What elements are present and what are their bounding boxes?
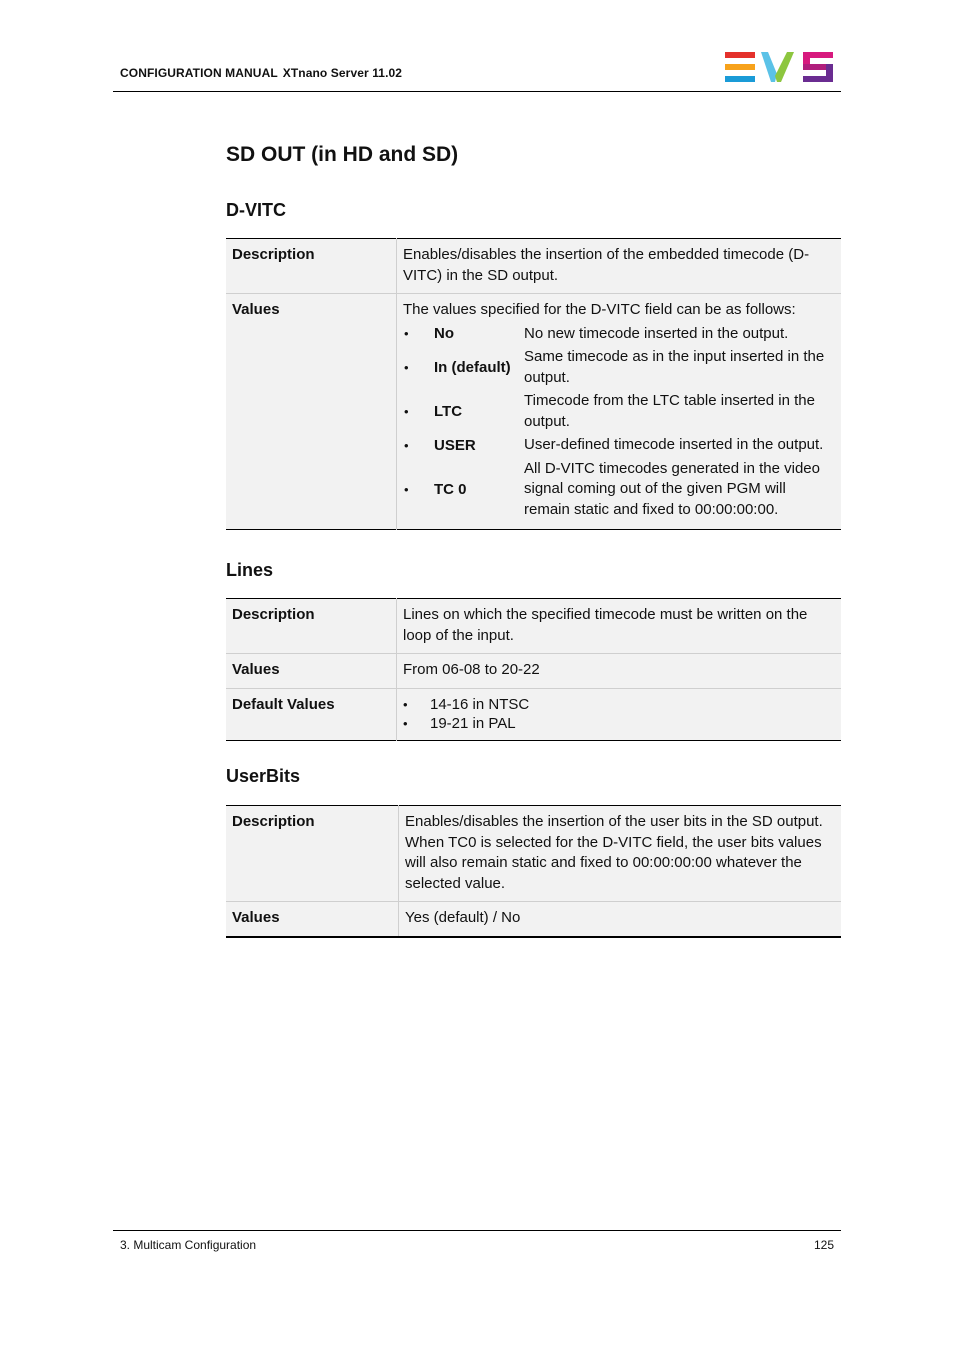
dvitc-table: [226, 238, 841, 530]
evs-logo-icon: [725, 52, 835, 82]
row-value: [399, 806, 842, 902]
bullet-icon: •: [404, 359, 409, 375]
description-text: Enables/disables the insertion of the user bits in the SD output.: [405, 813, 823, 830]
header-title: [120, 66, 402, 80]
value-desc: Timecode from the LTC table inserted in the output.: [524, 392, 815, 430]
bullet-icon: •: [404, 481, 409, 497]
row-value: [397, 294, 842, 530]
manual-label: CONFIGURATION MANUAL: [120, 66, 278, 80]
product-label: XTnano Server 11.02: [282, 66, 403, 80]
lines-table: [226, 598, 841, 741]
page-footer: [113, 1230, 841, 1252]
table-row: [226, 654, 841, 689]
section-heading-dvitc: D-VITC: [226, 200, 286, 220]
bullet-icon: •: [403, 696, 408, 712]
page-header: [113, 50, 841, 92]
bullet-icon: •: [404, 403, 409, 419]
row-label: Description: [226, 239, 397, 294]
values-intro: The values specified for the D-VITC field can be as follows:: [403, 301, 796, 318]
bullet-icon: •: [404, 437, 409, 453]
table-row: [226, 599, 841, 654]
list-item: [403, 346, 835, 390]
value-name: No: [434, 325, 454, 342]
userbits-table: [226, 805, 841, 938]
section-heading-userbits: UserBits: [226, 766, 301, 786]
table-row: [226, 239, 841, 294]
row-label: Default Values: [226, 688, 397, 740]
list-item: [403, 695, 835, 714]
page-title: SD OUT (in HD and SD): [226, 143, 459, 166]
table-row: [226, 294, 841, 530]
value-name: TC 0: [434, 480, 467, 498]
row-value: [397, 688, 842, 740]
row-label: Values: [226, 294, 397, 530]
row-value: Yes (default) / No: [399, 902, 842, 937]
table-row: [226, 902, 841, 937]
row-label: Values: [226, 902, 399, 937]
values-list: [403, 323, 835, 523]
default-value: 14-16 in NTSC: [430, 695, 530, 713]
footer-chapter: 3. Multicam Configuration: [120, 1238, 257, 1252]
row-value: Enables/disables the insertion of the embedded timecode (D-VITC) in the SD output.: [403, 246, 810, 284]
section-heading-lines: Lines: [226, 560, 274, 580]
default-value: 19-21 in PAL: [430, 714, 516, 732]
value-name: USER: [434, 436, 476, 454]
list-item: [403, 714, 835, 733]
row-label: Description: [226, 806, 399, 902]
value-name: LTC: [434, 402, 463, 420]
description-note: When TC0 is selected for the D-VITC field, the user bits values will also remain static and fixed to 00:00:00:00 whatever the selected value.: [405, 833, 822, 892]
list-item: [403, 323, 835, 347]
row-label: Values: [226, 654, 397, 689]
list-item: [403, 458, 835, 523]
value-desc: All D-VITC timecodes generated in the video signal coming out of the given PGM will remain static and fixed to 00:00:00:00.: [524, 459, 820, 518]
bullet-icon: •: [403, 715, 408, 731]
page-number: 125: [813, 1238, 834, 1252]
value-desc: No new timecode inserted in the output.: [524, 324, 789, 342]
table-row: [226, 688, 841, 740]
table-row: [226, 806, 841, 902]
list-item: [403, 434, 835, 458]
value-desc: Same timecode as in the input inserted in the output.: [524, 348, 825, 386]
bullet-icon: •: [404, 326, 409, 341]
row-value: Lines on which the specified timecode must be written on the loop of the input.: [403, 606, 808, 644]
value-name: In (default): [434, 358, 511, 376]
row-value: From 06-08 to 20-22: [397, 654, 842, 689]
list-item: [403, 390, 835, 434]
value-desc: User-defined timecode inserted in the output.: [524, 436, 824, 453]
row-label: Description: [226, 599, 397, 654]
defaults-list: [403, 695, 835, 733]
